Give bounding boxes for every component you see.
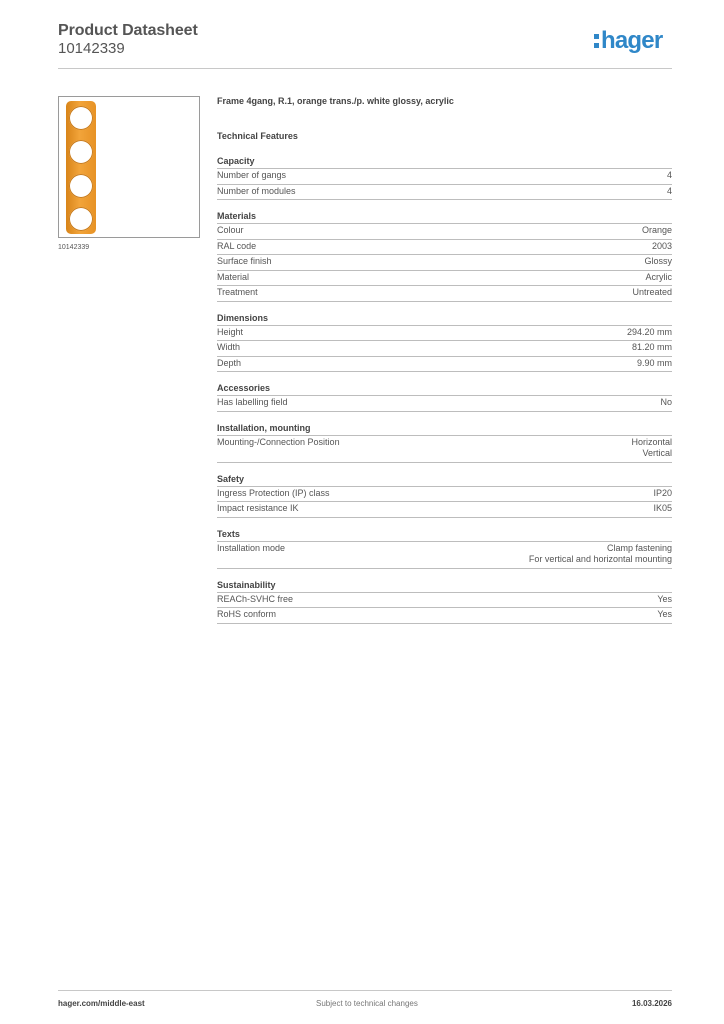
feature-value: [660, 397, 672, 409]
feature-value-line: No: [660, 397, 672, 407]
section-title: Materials: [217, 210, 672, 224]
feature-row: [217, 286, 672, 302]
hager-logo: [594, 26, 662, 56]
feature-value-line: Clamp fastening: [606, 542, 672, 553]
feature-row: [217, 255, 672, 271]
feature-label: Impact resistance IK: [217, 503, 299, 513]
footer-date: 16.03.2026: [631, 999, 672, 1008]
image-caption: 10142339: [58, 244, 90, 251]
feature-label: REACh-SVHC free: [217, 593, 294, 604]
feature-label: Surface finish: [217, 256, 272, 266]
feature-value-line: 4: [666, 170, 672, 180]
feature-row: [217, 271, 672, 287]
feature-value-line: 294.20 mm: [626, 326, 672, 337]
feature-value: [657, 609, 672, 621]
feature-section: [217, 579, 672, 624]
feature-section: [217, 155, 672, 200]
feature-section: [217, 382, 672, 412]
feature-label: RAL code: [217, 240, 257, 251]
feature-value: [652, 241, 672, 253]
feature-section: [217, 528, 672, 569]
section-title: Capacity: [217, 155, 672, 169]
feature-label: Colour: [217, 225, 244, 235]
feature-value-line: Glossy: [644, 256, 672, 266]
feature-row: [217, 502, 672, 518]
footer-website: hager.com/middle-east: [58, 999, 145, 1008]
header-divider: [58, 68, 672, 69]
feature-value: [644, 256, 672, 268]
feature-label: Treatment: [217, 287, 258, 297]
feature-label: Height: [217, 326, 244, 337]
feature-label: Mounting-/Connection Position: [217, 436, 340, 447]
feature-value: [653, 488, 672, 500]
feature-label: Material: [217, 271, 250, 282]
feature-value: [667, 186, 672, 198]
feature-value: [637, 358, 672, 370]
feature-section: [217, 473, 672, 518]
feature-row: [217, 326, 672, 342]
feature-row: [217, 185, 672, 201]
technical-features: [217, 155, 672, 634]
feature-value-line: 9.90 mm: [636, 357, 672, 368]
feature-value-line: 81.20 mm: [631, 342, 672, 352]
feature-label: Width: [217, 342, 241, 352]
feature-label: Ingress Protection (IP) class: [217, 487, 330, 498]
feature-value: [632, 342, 672, 354]
feature-row: [217, 341, 672, 357]
feature-label: Number of modules: [217, 185, 296, 196]
feature-value-line: 2003: [651, 240, 672, 251]
feature-row: [217, 240, 672, 256]
product-image: [58, 96, 200, 238]
section-title: Dimensions: [217, 312, 672, 326]
feature-label: Depth: [217, 357, 242, 368]
feature-row: [217, 169, 672, 185]
feature-label: Has labelling field: [217, 397, 288, 407]
feature-value: [627, 327, 672, 339]
feature-row: [217, 357, 672, 373]
feature-row: [217, 593, 672, 609]
feature-row: [217, 608, 672, 624]
four-gang-orange-frame-icon: [66, 101, 96, 234]
frame-opening-icon: [69, 140, 93, 164]
feature-value: [631, 437, 672, 460]
feature-value-line: Acrylic: [645, 271, 672, 282]
feature-row: [217, 396, 672, 412]
product-description: Frame 4gang, R.1, orange trans./p. white glossy, acrylic: [217, 96, 454, 106]
feature-value: [646, 272, 673, 284]
footer-divider: [58, 990, 672, 991]
feature-value-line: For vertical and horizontal mounting: [528, 554, 672, 564]
feature-row: [217, 224, 672, 240]
features-heading: Technical Features: [217, 131, 298, 141]
logo-dots-icon: [594, 34, 599, 50]
feature-value-line: Horizontal: [631, 436, 672, 447]
feature-label: Number of gangs: [217, 170, 287, 180]
section-title: Sustainability: [217, 579, 672, 593]
feature-value-line: 4: [666, 185, 672, 196]
feature-value-line: Vertical: [642, 448, 672, 458]
section-title: Texts: [217, 528, 672, 542]
feature-value: [653, 503, 672, 515]
product-code: 10142339: [58, 40, 125, 57]
feature-section: [217, 422, 672, 463]
section-title: Safety: [217, 473, 672, 487]
feature-row: [217, 542, 672, 569]
feature-label: RoHS conform: [217, 609, 277, 619]
frame-opening-icon: [69, 207, 93, 231]
feature-value-line: IP20: [653, 487, 672, 498]
feature-label: Installation mode: [217, 542, 286, 553]
feature-value: [529, 543, 672, 566]
section-title: Accessories: [217, 382, 672, 396]
feature-value-line: Yes: [657, 609, 672, 619]
feature-value-line: IK05: [653, 503, 672, 513]
feature-value-line: Untreated: [632, 287, 672, 297]
section-title: Installation, mounting: [217, 422, 672, 436]
feature-section: [217, 210, 672, 302]
feature-value-line: Yes: [657, 593, 672, 604]
footer-note: Subject to technical changes: [316, 999, 418, 1008]
feature-value: [657, 594, 672, 606]
page-title: Product Datasheet: [58, 22, 198, 39]
feature-row: [217, 436, 672, 463]
feature-value: [667, 170, 672, 182]
logo-text: hager: [601, 27, 663, 54]
feature-value-line: Orange: [641, 225, 672, 235]
feature-value: [642, 225, 672, 237]
feature-section: [217, 312, 672, 373]
frame-opening-icon: [69, 106, 93, 130]
feature-row: [217, 487, 672, 503]
feature-value: [632, 287, 672, 299]
frame-opening-icon: [69, 174, 93, 198]
